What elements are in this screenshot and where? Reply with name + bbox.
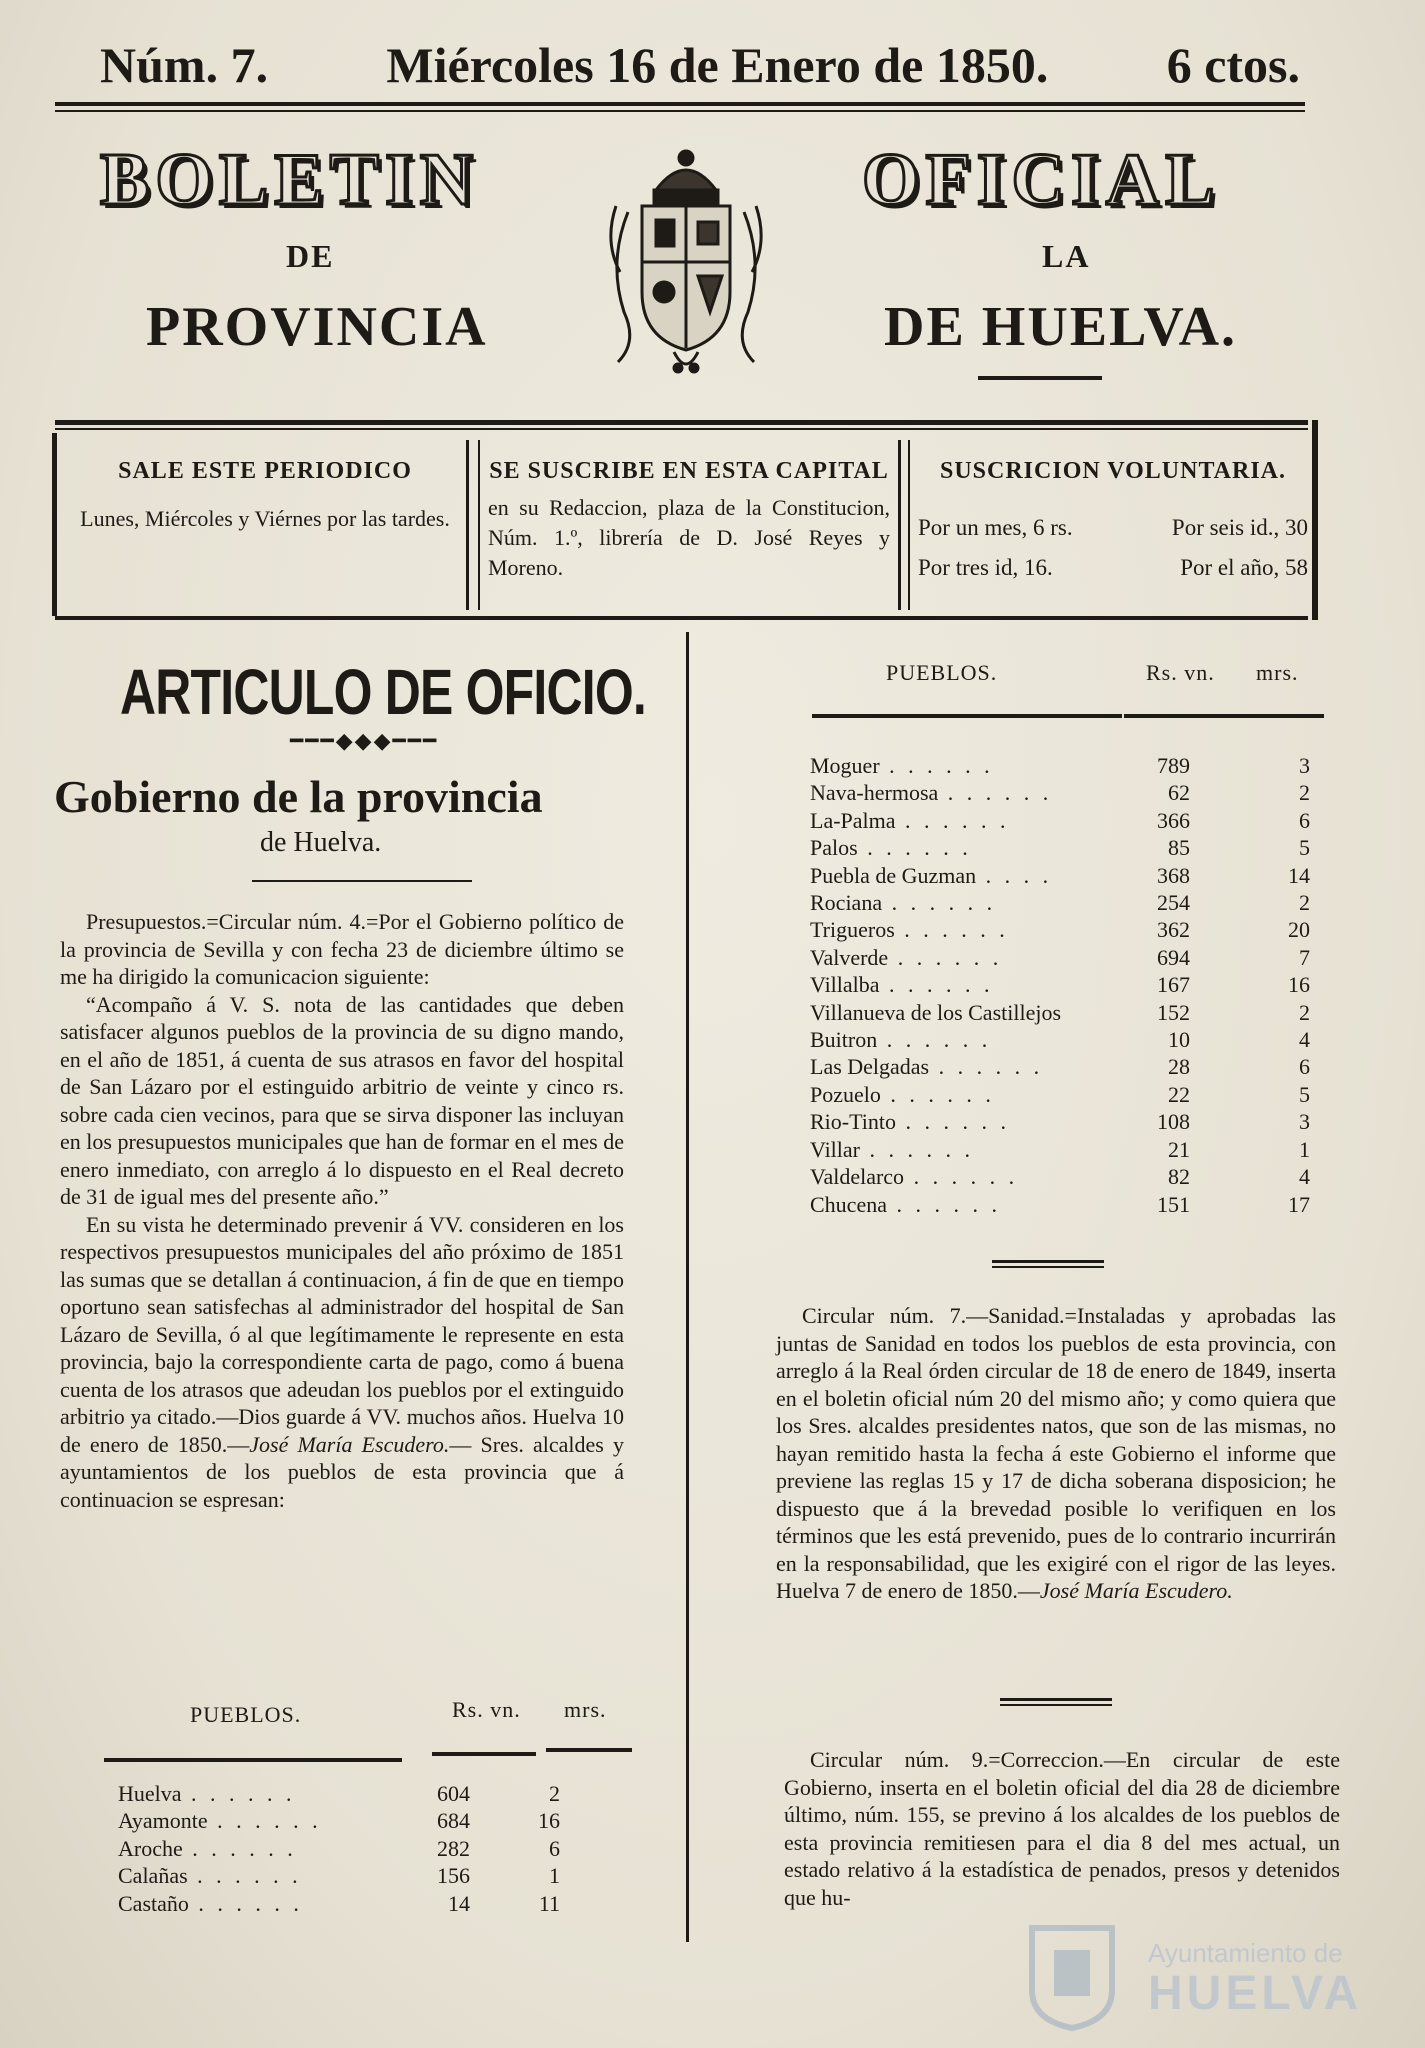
- right-pueblos-table: [810, 752, 1310, 1218]
- cell-mrs: [1190, 971, 1310, 998]
- left-table: [118, 1780, 560, 1917]
- subscribe-text: en su Redaccion, plaza de la Constitucion, Núm. 1.º, librería de D. José Reyes y Moreno.: [488, 495, 890, 580]
- cell-mrs: [1190, 1136, 1310, 1163]
- info-bottom-rule: [55, 616, 1308, 620]
- schedule-text: Lunes, Miércoles y Viérnes por las tardes.: [80, 506, 450, 531]
- info-divider-2: [898, 440, 901, 610]
- leader-dots: . . . . . .: [182, 1835, 297, 1861]
- leader-dots: . . . . . .: [882, 890, 997, 916]
- cell-name: [810, 999, 1120, 1026]
- cell-mrs-text: 3: [1299, 1109, 1310, 1135]
- cell-name-text: Calañas: [118, 1863, 188, 1889]
- leader-dots: . . . . . .: [929, 1054, 1044, 1080]
- cell-rs-text: 85: [1168, 835, 1190, 861]
- issue-price: 6 ctos.: [1166, 37, 1300, 93]
- leader-dots: . . . . . .: [895, 807, 1010, 833]
- left-th-rule-2: [432, 1752, 536, 1756]
- circular-9-text: [784, 1746, 1340, 1911]
- table-row: [810, 807, 1310, 834]
- masthead-word-oficial: OFICIAL: [862, 139, 1221, 221]
- masthead-de-huelva: DE HUELVA.: [884, 296, 1238, 358]
- circular-4-intro: Presupuestos.=Circular núm. 4.=Por el Gobierno político de la provincia de Sevilla y con fecha 23 de diciembre último se me ha dirigido la comunicacion siguiente:: [60, 909, 624, 989]
- table-row: [810, 1026, 1310, 1053]
- cell-mrs-text: 4: [1299, 1164, 1310, 1190]
- circular-7-text: [776, 1302, 1336, 1605]
- cell-rs-text: 789: [1157, 753, 1190, 778]
- cell-name: [118, 1890, 418, 1917]
- dateline-rule-thin: [55, 110, 1305, 112]
- cell-name-text: Valverde: [810, 944, 889, 970]
- circular-7-body: Circular núm. 7.—Sanidad.=Instaladas y aprobadas las juntas de Sanidad en todos los pueblos de esta provincia, con arreglo á la Real órden circular de 18 de enero de 1849, inserta en el boletin oficial núm 20 del mismo año; y como quiera que los Sres. alcaldes presidentes natos, que son de las mismas, no hayan remitido hasta la fecha á este Gobierno el informe que previene las reglas 15 y 17 de dicha soberana disposicion; he dispuesto que á la brevedad posible lo verifiquen en los términos que les está prevenido, pues de lo contrario incurrirán en la responsabilidad, que les exigiré con el rigor de las leyes. Huelva 7 de enero de 1850.—: [776, 1303, 1336, 1603]
- cell-rs: [418, 1807, 470, 1834]
- cell-rs-text: 254: [1157, 890, 1190, 916]
- left-th-mrs: mrs.: [564, 1697, 607, 1722]
- prices-line-2: [918, 555, 1308, 581]
- cell-rs: [1120, 807, 1190, 834]
- separator-2: [1000, 1698, 1112, 1701]
- cell-rs: [1120, 1026, 1190, 1053]
- cell-name-text: Ayamonte: [118, 1808, 208, 1834]
- cell-rs: [418, 1890, 470, 1917]
- price-six-months: Por seis id., 30: [1171, 515, 1308, 540]
- cell-rs: [1120, 1081, 1190, 1108]
- cell-name: [810, 1108, 1120, 1135]
- cell-name: [810, 944, 1120, 971]
- cell-mrs: [470, 1835, 560, 1862]
- cell-mrs-text: 6: [549, 1835, 560, 1861]
- right-table: [810, 752, 1310, 1218]
- circular-4-signature: José María Escudero.: [249, 1431, 450, 1457]
- cell-rs: [1120, 1108, 1190, 1135]
- cell-rs: [418, 1835, 470, 1862]
- cell-mrs: [1190, 834, 1310, 861]
- cell-name-text: Huelva: [118, 1781, 182, 1806]
- cell-mrs-text: 1: [1299, 1136, 1310, 1162]
- info-divider-2b: [908, 440, 910, 610]
- cell-mrs-text: 2: [1299, 999, 1310, 1025]
- cell-name-text: Palos: [810, 835, 858, 861]
- cell-mrs: [1190, 1053, 1310, 1080]
- cell-rs-text: 156: [437, 1863, 470, 1889]
- circular-4-order-text: En su vista he determinado prevenir á VV. consideren en los respectivos presupuestos municipales del año próximo de 1851 las sumas que se detallan á continuacion, á fin de que en tiempo oportuno sean satisfechas al administrador del hospital de San Lázaro de Sevilla, ó al que legítimamente le represente en esta provincia, bajo la correspondiente carta de pago, como á buena cuenta de los atrasos que adeudan los pueblos por el extinguido arbitrio ya citado.—Dios guarde á VV. muchos años. Huelva 10 de enero de 1850.—: [60, 1211, 624, 1457]
- cell-rs: [1120, 752, 1190, 779]
- cell-rs: [1120, 916, 1190, 943]
- cell-mrs: [1190, 999, 1310, 1026]
- cell-mrs: [1190, 779, 1310, 806]
- cell-mrs-text: 1: [549, 1863, 560, 1889]
- dateline: [100, 30, 1300, 100]
- cell-rs-text: 368: [1157, 862, 1190, 888]
- separator-2b: [1000, 1704, 1112, 1706]
- cell-name-text: Valdelarco: [810, 1164, 905, 1190]
- leader-dots: . . . . . .: [894, 917, 1009, 943]
- masthead-la: LA: [1042, 238, 1091, 274]
- issue-date: Miércoles 16 de Enero de 1850.: [386, 37, 1049, 93]
- cell-rs: [418, 1780, 470, 1807]
- cell-name: [118, 1807, 418, 1834]
- cell-name: [810, 889, 1120, 916]
- cell-name: [118, 1835, 418, 1862]
- cell-rs: [1120, 889, 1190, 916]
- gobierno-subtitle: de Huelva.: [260, 827, 382, 858]
- section-ornament: ━━━◆◆◆━━━: [290, 728, 439, 753]
- cell-mrs: [1190, 916, 1310, 943]
- cell-rs-text: 28: [1168, 1054, 1190, 1080]
- table-row: [810, 971, 1310, 998]
- masthead-underline: [978, 376, 1102, 380]
- left-th-rs: Rs. vn.: [452, 1697, 521, 1722]
- cell-mrs-text: 2: [1299, 780, 1310, 806]
- leader-dots: . . . . . .: [888, 944, 1003, 970]
- cell-name-text: Rio-Tinto: [810, 1109, 897, 1135]
- cell-rs-text: 21: [1168, 1136, 1190, 1162]
- cell-mrs-text: 16: [1288, 972, 1310, 998]
- circular-4-text: [60, 908, 624, 1513]
- cell-name-text: Villar: [810, 1136, 860, 1162]
- cell-name: [810, 834, 1120, 861]
- leader-dots: . . . . . .: [857, 835, 972, 861]
- price-month: Por un mes, 6 rs.: [918, 515, 1073, 540]
- cell-mrs-text: 6: [1299, 1054, 1310, 1080]
- masthead-provincia: PROVINCIA: [146, 296, 488, 358]
- cell-mrs-text: 17: [1288, 1191, 1310, 1217]
- cell-rs-text: 604: [437, 1781, 470, 1806]
- info-divider-1b: [478, 440, 480, 610]
- cell-mrs: [1190, 1026, 1310, 1053]
- city-seal-icon: [1024, 1920, 1120, 2032]
- subscribe-title: SE SUSCRIBE EN ESTA CAPITAL: [489, 458, 889, 484]
- prices-title: SUSCRICION VOLUNTARIA.: [939, 458, 1287, 484]
- price-year: Por el año, 58: [1180, 555, 1308, 580]
- leader-dots: . . . . . .: [880, 1081, 995, 1107]
- cell-mrs-text: 16: [538, 1808, 560, 1834]
- left-th-pueblos: PUEBLOS.: [190, 1702, 302, 1727]
- right-th-rule-2: [1124, 714, 1324, 718]
- issue-number: Núm. 7.: [100, 37, 269, 93]
- cell-mrs-text: 2: [549, 1781, 560, 1806]
- cell-name: [810, 1081, 1120, 1108]
- right-th-mrs: mrs.: [1256, 660, 1299, 685]
- cell-name: [118, 1862, 418, 1889]
- cell-rs: [1120, 1053, 1190, 1080]
- cell-mrs: [1190, 752, 1310, 779]
- left-th-rule-3: [546, 1748, 632, 1752]
- cell-name-text: Villalba: [810, 972, 880, 998]
- info-divider-1: [466, 440, 469, 610]
- cell-mrs: [470, 1890, 560, 1917]
- gobierno-title: Gobierno de la provincia: [54, 771, 543, 822]
- table-row: [810, 1163, 1310, 1190]
- leader-dots: . . . . . .: [207, 1808, 322, 1834]
- cell-rs-text: 282: [437, 1835, 470, 1861]
- table-row: [810, 1108, 1310, 1135]
- cell-rs: [1120, 1136, 1190, 1163]
- cell-rs-text: 167: [1157, 972, 1190, 998]
- price-three-months: Por tres id, 16.: [918, 555, 1053, 580]
- cell-mrs: [1190, 944, 1310, 971]
- cell-name-text: Chucena: [810, 1191, 887, 1217]
- cell-rs-text: 108: [1157, 1109, 1190, 1135]
- cell-rs-text: 22: [1168, 1081, 1190, 1107]
- schedule-title: SALE ESTE PERIODICO: [118, 458, 412, 484]
- dateline-rule: [55, 102, 1305, 106]
- cell-name: [118, 1780, 418, 1807]
- cell-rs: [1120, 971, 1190, 998]
- cell-rs: [418, 1862, 470, 1889]
- leader-dots: . . . . . .: [877, 1027, 992, 1053]
- cell-mrs-text: 7: [1299, 944, 1310, 970]
- table-row: [118, 1862, 560, 1889]
- cell-rs: [1120, 1191, 1190, 1218]
- cell-name-text: Aroche: [118, 1835, 183, 1861]
- leader-dots: . . . . . .: [938, 780, 1053, 806]
- leader-dots: . . . .: [976, 862, 1053, 888]
- right-th-pueblos: PUEBLOS.: [886, 660, 998, 685]
- cell-name-text: Moguer: [810, 753, 880, 778]
- gobierno-rule: [252, 880, 472, 882]
- cell-name-text: Rociana: [810, 890, 883, 916]
- cell-name-text: La-Palma: [810, 807, 896, 833]
- table-row: [810, 1053, 1310, 1080]
- cell-name-text: Buitron: [810, 1027, 878, 1053]
- table-row: [118, 1890, 560, 1917]
- cell-mrs-text: 5: [1299, 835, 1310, 861]
- table-row: [810, 889, 1310, 916]
- table-row: [118, 1807, 560, 1834]
- cell-rs: [1120, 1163, 1190, 1190]
- cell-rs-text: 62: [1168, 780, 1190, 806]
- cell-mrs: [1190, 807, 1310, 834]
- cell-rs-text: 362: [1157, 917, 1190, 943]
- leader-dots: . . . . . .: [860, 1136, 974, 1162]
- leader-dots: . . . . . .: [188, 1890, 303, 1916]
- leader-dots: . . . . . .: [904, 1164, 1019, 1190]
- leader-dots: . . . . . .: [886, 1191, 1001, 1217]
- circular-4-order: [60, 1211, 624, 1514]
- section-title: ARTICULO DE OFICIO.: [120, 656, 646, 728]
- leader-dots: . . . . . .: [879, 753, 994, 778]
- cell-rs-text: 151: [1157, 1191, 1190, 1217]
- cell-mrs-text: 14: [1288, 862, 1310, 888]
- cell-mrs: [1190, 862, 1310, 889]
- cell-name-text: Castaño: [118, 1890, 189, 1916]
- coat-of-arms-icon: [598, 142, 774, 382]
- cell-mrs-text: 2: [1299, 890, 1310, 916]
- cell-name: [810, 779, 1120, 806]
- cell-rs: [1120, 779, 1190, 806]
- cell-name-text: Puebla de Guzman: [810, 862, 977, 888]
- table-row: [810, 1081, 1310, 1108]
- info-top-rule: [55, 420, 1308, 425]
- watermark-line-1: Ayuntamiento de: [1148, 1938, 1343, 1968]
- cell-mrs-text: 4: [1299, 1027, 1310, 1053]
- cell-rs: [1120, 834, 1190, 861]
- table-row: [810, 1191, 1310, 1218]
- cell-name: [810, 1163, 1120, 1190]
- circular-7: [776, 1302, 1336, 1605]
- masthead-de: DE: [286, 238, 335, 274]
- cell-name: [810, 1136, 1120, 1163]
- info-box-prices: [918, 458, 1308, 581]
- cell-mrs: [1190, 1191, 1310, 1218]
- info-top-rule-thin: [55, 428, 1308, 430]
- circular-7-signature: José María Escudero.: [1039, 1578, 1233, 1603]
- cell-mrs: [470, 1862, 560, 1889]
- leader-dots: . . . . . .: [879, 972, 994, 998]
- cell-rs: [1120, 999, 1190, 1026]
- cell-name: [810, 862, 1120, 889]
- cell-rs-text: 694: [1157, 944, 1190, 970]
- cell-rs-text: 10: [1168, 1027, 1190, 1053]
- cell-mrs: [1190, 889, 1310, 916]
- cell-mrs-text: 5: [1299, 1081, 1310, 1107]
- info-box-subscribe: [488, 458, 890, 583]
- table-row: [810, 779, 1310, 806]
- column-divider: [686, 632, 689, 1942]
- cell-name: [810, 752, 1120, 779]
- cell-mrs-text: 20: [1288, 917, 1310, 943]
- masthead-word-boletin: BOLETIN: [100, 139, 480, 221]
- left-th-rule-1: [104, 1758, 402, 1762]
- separator-1: [992, 1260, 1104, 1263]
- table-row: [810, 944, 1310, 971]
- cell-name: [810, 1026, 1120, 1053]
- separator-1b: [992, 1266, 1104, 1268]
- cell-mrs: [470, 1807, 560, 1834]
- cell-name-text: Nava-hermosa: [810, 780, 939, 806]
- cell-mrs: [1190, 1163, 1310, 1190]
- cell-name: [810, 916, 1120, 943]
- left-pueblos-table: [118, 1780, 560, 1917]
- table-row: [810, 916, 1310, 943]
- cell-rs: [1120, 862, 1190, 889]
- table-row: [118, 1780, 560, 1807]
- table-row: [810, 999, 1310, 1026]
- cell-mrs: [1190, 1081, 1310, 1108]
- table-row: [810, 1136, 1310, 1163]
- cell-rs-text: 152: [1157, 999, 1190, 1025]
- watermark-line-2: HUELVA: [1148, 1967, 1363, 2020]
- cell-rs-text: 82: [1168, 1164, 1190, 1190]
- cell-mrs-text: 6: [1299, 807, 1310, 833]
- table-row: [810, 834, 1310, 861]
- table-row: [810, 862, 1310, 889]
- circular-9: Circular núm. 9.=Correccion.—En circular de este Gobierno, inserta en el boletin oficial del dia 28 de diciembre último, núm. 155, se previno á los alcaldes de los pueblos de esta provincia remitiesen para el dia 8 del mes actual, un estado relativo á la estadística de penados, presos y detenidos que hu-: [784, 1747, 1340, 1910]
- cell-mrs-text: 3: [1299, 753, 1310, 778]
- info-box-schedule: [70, 458, 460, 539]
- circular-4-quote: “Acompaño á V. S. nota de las cantidades que deben satisfacer algunos pueblos de la provincia de su digno mando, en el año de 1851, á cuenta de sus atrasos en favor del hospital de San Lázaro por el estinguido arbitrio de veinte y cinco rs. sobre cada cien vecinos, para que se sirva disponer las incluyan en los presupuestos municipales que han de formar en el mes de enero inmediato, con arreglo á lo dispuesto en el Real decreto de 31 de igual mes del presente año.”: [60, 991, 624, 1209]
- info-left-border: [52, 433, 57, 616]
- leader-dots: . . . . . .: [187, 1863, 302, 1889]
- cell-mrs: [470, 1780, 560, 1807]
- cell-name-text: Villanueva de los Castillejos: [810, 999, 1062, 1025]
- table-row: [810, 752, 1310, 779]
- cell-name: [810, 1191, 1120, 1218]
- cell-name-text: Las Delgadas: [810, 1054, 930, 1080]
- leader-dots: . . . . . .: [896, 1109, 1011, 1135]
- info-right-border: [1312, 420, 1318, 620]
- cell-rs: [1120, 944, 1190, 971]
- leader-dots: . . . . . .: [181, 1781, 296, 1806]
- prices-line-1: [918, 515, 1308, 541]
- right-th-rs: Rs. vn.: [1146, 660, 1215, 685]
- cell-rs-text: 14: [448, 1890, 470, 1916]
- cell-name: [810, 807, 1120, 834]
- cell-name: [810, 971, 1120, 998]
- cell-rs-text: 366: [1157, 807, 1190, 833]
- cell-mrs: [1190, 1108, 1310, 1135]
- cell-rs-text: 684: [437, 1808, 470, 1834]
- table-row: [118, 1835, 560, 1862]
- cell-name-text: Pozuelo: [810, 1081, 881, 1107]
- cell-name: [810, 1053, 1120, 1080]
- cell-mrs-text: 11: [538, 1890, 560, 1916]
- cell-name-text: Trigueros: [810, 917, 895, 943]
- circular-4-recipients: — Sres. alcaldes y ayuntamientos de los pueblos de esta provincia que á continuacion se espresan:: [60, 1431, 624, 1512]
- right-th-rule-1: [812, 714, 1122, 718]
